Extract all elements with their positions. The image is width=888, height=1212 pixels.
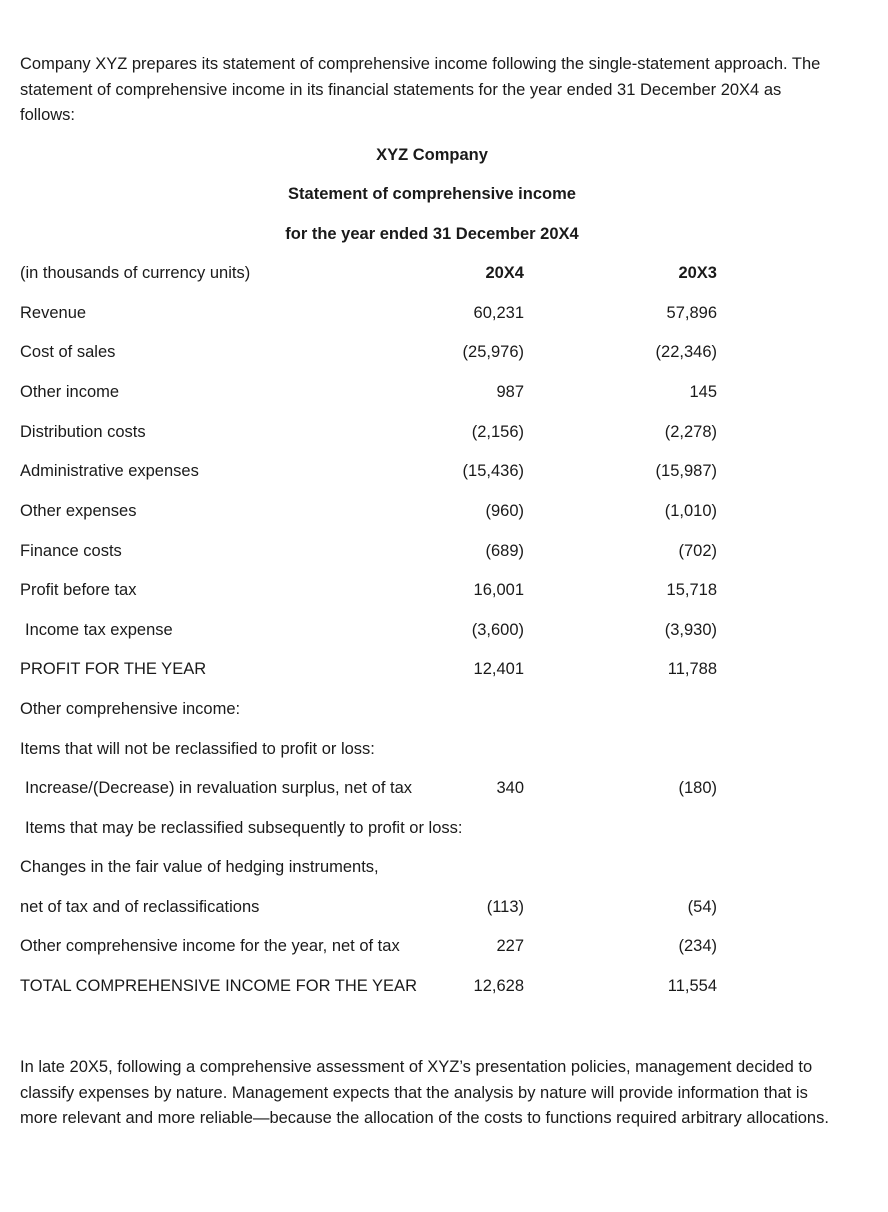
row-value-current: (689): [485, 542, 524, 560]
row-value-current: (960): [485, 502, 524, 520]
row-value-prior: 57,896: [666, 304, 717, 322]
intro-paragraph: Company XYZ prepares its statement of comprehensive income following the single-statement approach. The statement of comprehensive income in its financial statements for the year ended 31 December 20X4 as follows:: [20, 55, 821, 124]
row-value-prior: (1,010): [664, 502, 717, 520]
row-value-prior: (15,987): [655, 462, 717, 480]
row-value-current: (3,600): [471, 621, 524, 639]
row-label: Profit before tax: [20, 581, 137, 599]
row-label: Items that may be reclassified subsequently to profit or loss:: [25, 819, 463, 837]
row-label: Finance costs: [20, 542, 122, 560]
row-value-prior: (702): [678, 542, 717, 560]
table-row: [0, 858, 888, 882]
table-row: [0, 621, 888, 645]
table-row: [0, 462, 888, 486]
table-row: [0, 542, 888, 566]
table-row: [0, 581, 888, 605]
row-label: PROFIT FOR THE YEAR: [20, 660, 207, 678]
row-value-current: 60,231: [473, 304, 524, 322]
table-row: [0, 937, 888, 961]
row-value-prior: 11,554: [667, 977, 717, 995]
table-row: [0, 423, 888, 447]
table-row: [0, 660, 888, 684]
row-value-current: 987: [496, 383, 524, 401]
table-row: [0, 898, 888, 922]
row-label: net of tax and of reclassifications: [20, 898, 260, 916]
row-label: Other income: [20, 383, 120, 401]
unit-label: (in thousands of currency units): [20, 264, 251, 282]
row-value-current: (2,156): [471, 423, 524, 441]
column-header-row: [0, 264, 888, 288]
row-value-prior: 11,788: [667, 660, 717, 678]
row-value-current: (113): [486, 898, 524, 916]
row-label: Administrative expenses: [20, 462, 199, 480]
row-label: Changes in the fair value of hedging instruments,: [20, 858, 379, 876]
row-value-prior: 145: [689, 383, 717, 401]
table-row: [0, 343, 888, 367]
row-label: TOTAL COMPREHENSIVE INCOME FOR THE YEAR: [20, 977, 417, 995]
table-row: [0, 502, 888, 526]
row-value-current: 12,628: [473, 977, 524, 995]
table-row: [0, 304, 888, 328]
row-label: Distribution costs: [20, 423, 146, 441]
row-value-prior: (180): [678, 779, 717, 797]
row-label: Items that will not be reclassified to profit or loss:: [20, 740, 375, 758]
row-value-current: (25,976): [462, 343, 524, 361]
column-header-current: 20X4: [485, 264, 524, 282]
row-label: Increase/(Decrease) in revaluation surplus, net of tax: [25, 779, 413, 797]
row-value-prior: (3,930): [664, 621, 717, 639]
row-label: Cost of sales: [20, 343, 116, 361]
statement-title: Statement of comprehensive income: [288, 185, 576, 203]
row-label: Revenue: [20, 304, 87, 322]
table-row: [0, 977, 888, 1001]
row-value-current: 16,001: [473, 581, 524, 599]
row-value-prior: (2,278): [664, 423, 717, 441]
row-value-prior: (54): [687, 898, 717, 916]
row-value-current: 340: [496, 779, 524, 797]
row-value-prior: (22,346): [655, 343, 717, 361]
table-row: [0, 779, 888, 803]
table-row: [0, 819, 888, 843]
row-label: Other comprehensive income:: [20, 700, 241, 718]
table-row: [0, 740, 888, 764]
column-header-prior: 20X3: [678, 264, 717, 282]
closing-paragraph: In late 20X5, following a comprehensive assessment of XYZ’s presentation policies, management decided to classify expenses by nature. Management expects that the analysis by nature will provide information that is more relevant and more reliable—because the allocation of the costs to functions required arbitrary allocations.: [20, 1058, 829, 1127]
table-row: [0, 700, 888, 724]
row-value-current: 12,401: [473, 660, 524, 678]
row-value-prior: 15,718: [666, 581, 717, 599]
row-label: Other expenses: [20, 502, 137, 520]
row-value-current: (15,436): [462, 462, 524, 480]
row-label: Income tax expense: [25, 621, 173, 639]
row-value-prior: (234): [678, 937, 717, 955]
table-row: [0, 383, 888, 407]
row-value-current: 227: [496, 937, 524, 955]
row-label: Other comprehensive income for the year, net of tax: [20, 937, 400, 955]
statement-period: for the year ended 31 December 20X4: [285, 225, 579, 243]
company-name: XYZ Company: [376, 146, 488, 164]
